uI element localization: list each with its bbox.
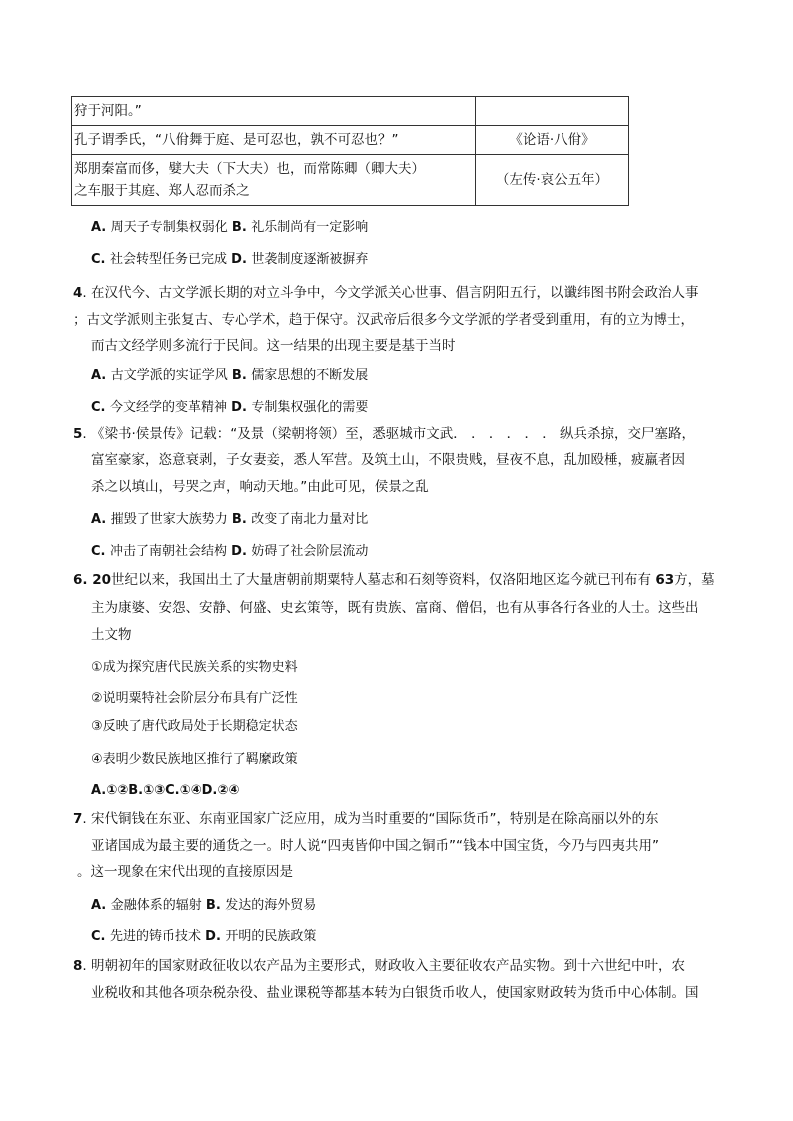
option-text: 周天子专制集权弱化 [110, 220, 232, 235]
option-text: 社会转型任务已完成 [110, 252, 232, 267]
option-text: 开明的民族政策 [225, 929, 317, 944]
q3-options-cd [91, 250, 368, 270]
stem-text: . 宋代铜钱在东亚、东南亚国家广泛应用，成为当时重要的“国际货币”，特别是在除高丽以外的东 [82, 811, 659, 827]
stem-text: 世纪以来，我国出土了大量唐朝前期粟特人墓志和石刻等资料，仅洛阳地区迄今就已刊布有 [111, 572, 656, 588]
q6-item: ③反映了唐代政局处于长期稳定状态 [91, 719, 298, 734]
q5-stem-line [73, 424, 695, 444]
q8-stem-line: 业税收和其他各项杂税杂役、盐业课税等都基本转为白银货币收人，使国家财政转为货币中心体制。国 [91, 985, 699, 1001]
q4-options-ab [91, 366, 368, 386]
stem-text: . 明朝初年的国家财政征收以农产品为主要形式，财政收入主要征收农产品实物。到十六世纪中叶，农 [82, 958, 685, 974]
question-number: 4 [73, 285, 83, 301]
option-text: 世袭制度逐渐被摒弃 [251, 252, 369, 267]
option-text: 金融体系的辐射 [110, 898, 206, 913]
q6-stem-line: 土文物 [91, 627, 132, 643]
q7-stem-line: 。这一现象在宋代出现的直接原因是 [77, 864, 293, 880]
source-cell: 《论语·八佾》 [476, 126, 629, 155]
option-text: 古文学派的实证学风 [110, 368, 232, 383]
q6-answer-options: A.①②B.①③C.①④D.②④ [91, 783, 240, 798]
option-text: 改变了南北力量对比 [251, 512, 369, 527]
quote-cell [72, 155, 476, 206]
q6-stem-line: 主为康婆、安怨、安静、何盛、史玄策等，既有贵族、富商、僧侣，也有从事各行各业的人士。这些出 [91, 600, 699, 616]
q4-stem-line: ；古文学派则主张复古、专心学术，趋于保守。汉武帝后很多今文学派的学者受到重用，有的立为博士， [73, 312, 694, 328]
option-letter: B. [205, 898, 226, 913]
option-text: 先进的铸币技术 [110, 929, 206, 944]
option-letter: A. [91, 220, 111, 235]
option-letter: C. [91, 252, 111, 267]
q4-stem-line [73, 283, 699, 303]
quote-line: 之车服于其庭、郑人忍而杀之 [74, 183, 250, 199]
q4-stem-line: 而古文经学则多流行于民间。这一结果的出现主要是基于当时 [91, 338, 456, 354]
quote-cell: 孔子谓季氏，“八佾舞于庭、是可忍也，孰不可忍也？” [72, 126, 476, 155]
option-letter: A. [91, 898, 111, 913]
stem-number: 63 [655, 572, 675, 588]
q6-item: ④表明少数民族地区推行了羁縻政策 [91, 752, 298, 767]
option-letter: A. [91, 512, 111, 527]
question-number: 7 [73, 811, 83, 827]
option-letter: C. [91, 400, 111, 415]
stem-text: . 在汉代今、古文学派长期的对立斗争中，今文学派关心世事、倡言阴阳五行，以谶纬图书附会政治人事 [82, 285, 699, 301]
source-cell: （左传·哀公五年） [476, 155, 629, 206]
q3-options-ab [91, 218, 368, 238]
option-letter: C. [91, 544, 111, 559]
option-text: 儒家思想的不断发展 [251, 368, 369, 383]
option-letter: B. [231, 368, 252, 383]
source-cell [476, 97, 629, 126]
table-row [72, 126, 629, 155]
option-text: 发达的海外贸易 [225, 898, 317, 913]
q8-stem-line [73, 956, 685, 976]
stem-text: 方，墓 [674, 572, 715, 588]
option-text: 妨碍了社会阶层流动 [251, 544, 369, 559]
option-letter: C. [91, 929, 111, 944]
option-letter: D. [231, 544, 252, 559]
option-text: 冲击了南朝社会结构 [110, 544, 232, 559]
question-number: 5 [73, 426, 83, 442]
option-text: 专制集权强化的需要 [251, 400, 369, 415]
q7-options-cd [91, 927, 316, 947]
option-text: 摧毁了世家大族势力 [110, 512, 232, 527]
option-letter: D. [231, 400, 252, 415]
option-letter: B. [231, 220, 252, 235]
question-number: 8 [73, 958, 83, 974]
q7-stem-line [73, 809, 658, 829]
q6-item: ②说明粟特社会阶层分布具有广泛性 [91, 691, 298, 706]
quote-line: 郑朋秦富而侈，嬖大夫（下大夫）也，而常陈卿（卿大夫） [74, 161, 425, 177]
option-text: 今文经学的变革精神 [110, 400, 232, 415]
option-letter: D. [205, 929, 226, 944]
q5-stem-line: 杀之以填山，号哭之声，响动天地。”由此可见，侯景之乱 [91, 479, 429, 495]
source-quote-table [71, 96, 629, 206]
q6-stem-line [73, 570, 715, 590]
stem-text: . 《梁书·侯景传》记载：“及景（梁朝将领）至，悉驱城市文武． ． ． ． ． ． 纵兵杀掠，交尸塞路， [82, 426, 696, 442]
table-row [72, 155, 629, 206]
option-letter: A. [91, 368, 111, 383]
table-row [72, 97, 629, 126]
q5-options-cd [91, 542, 368, 562]
q7-options-ab [91, 896, 316, 916]
option-letter: B. [231, 512, 252, 527]
q6-item: ①成为探究唐代民族关系的实物史料 [91, 660, 298, 675]
q5-stem-line: 富室豪家，恣意衰剥，子女妻妾，悉人军营。及筑土山，不限贵贱，昼夜不息，乱加殴棰，疲羸者因 [91, 452, 685, 468]
quote-cell: 狩于河阳。” [72, 97, 476, 126]
option-letter: D. [231, 252, 252, 267]
option-text: 礼乐制尚有一定影响 [251, 220, 369, 235]
question-number: 6. 20 [73, 572, 112, 588]
q7-stem-line: 亚诸国成为最主要的通货之一。时人说“四夷皆仰中国之铜币”“钱本中国宝货，今乃与四夷共用” [91, 838, 659, 854]
q5-options-ab [91, 510, 368, 530]
q4-options-cd [91, 398, 368, 418]
